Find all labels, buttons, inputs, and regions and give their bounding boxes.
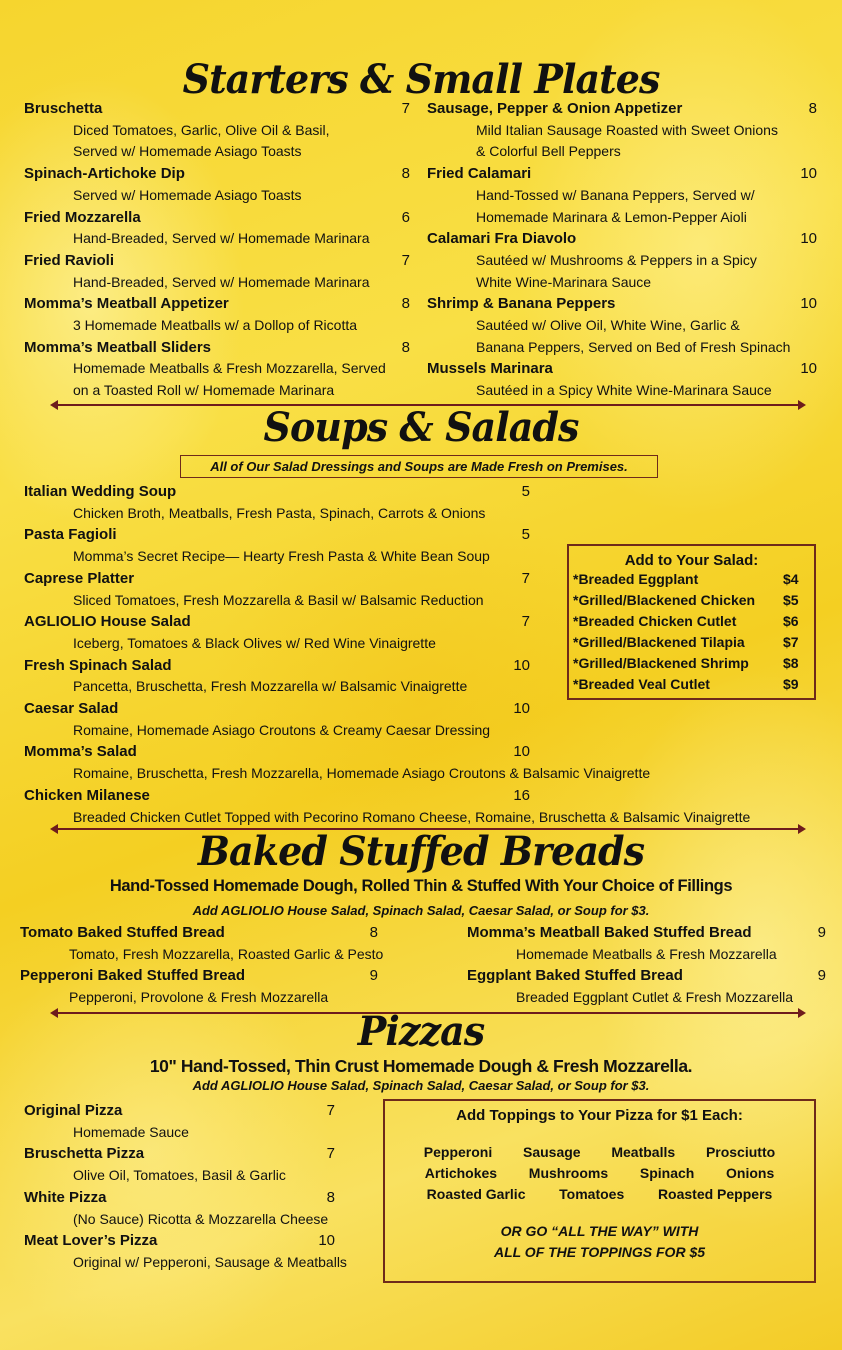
menu-item: [24, 785, 530, 807]
soups-title: Soups & Salads: [263, 404, 579, 451]
item-name: Momma’s Meatball Appetizer: [24, 295, 229, 313]
item-price: 8: [401, 165, 410, 183]
pizzas-title: Pizzas: [357, 1008, 485, 1055]
item-price: 8: [326, 1188, 335, 1206]
menu-item: [427, 98, 817, 120]
item-description: Romaine, Bruschetta, Fresh Mozzarella, Homemade Asiago Croutons & Balsamic Vinaigrette: [73, 765, 651, 782]
item-name: Caprese Platter: [24, 569, 135, 587]
item-price: 10: [513, 700, 530, 718]
item-description: Romaine, Homemade Asiago Croutons & Creamy Caesar Dressing: [73, 721, 491, 738]
topping: Tomatoes: [559, 1186, 625, 1202]
item-name: Fried Mozzarella: [24, 208, 141, 226]
item-name: Original Pizza: [24, 1102, 123, 1119]
breads-title: Baked Stuffed Breads: [197, 828, 645, 875]
item-description: Olive Oil, Tomatoes, Basil & Garlic: [73, 1167, 286, 1184]
soups-note: All of Our Salad Dressings and Soups are Made Fresh on Premises.: [210, 459, 628, 474]
menu-item: [24, 250, 410, 272]
item-price: 5: [521, 526, 530, 544]
menu-item: [24, 163, 410, 185]
menu-item: [24, 698, 530, 720]
addon-price: $8: [783, 655, 799, 671]
item-price: 9: [369, 967, 378, 985]
item-price: 7: [521, 613, 530, 631]
addon-price: $7: [783, 634, 799, 650]
item-name: Bruschetta Pizza: [24, 1145, 145, 1163]
addons-title: Add to Your Salad:: [624, 552, 759, 569]
item-description: Tomato, Fresh Mozzarella, Roasted Garlic & Pesto: [69, 945, 384, 962]
addon-item: [569, 590, 814, 611]
item-description: Breaded Chicken Cutlet Topped with Pecorino Romano Cheese, Romaine, Bruschetta & Balsamic Vinaigrette: [73, 808, 751, 825]
item-name: Meat Lover’s Pizza: [24, 1232, 158, 1250]
addon-item: [569, 569, 814, 590]
item-name: Pepperoni Baked Stuffed Bread: [20, 967, 246, 985]
topping: Sausage: [523, 1144, 581, 1160]
menu-item: [24, 1100, 335, 1122]
toppings-box: [383, 1099, 816, 1283]
addon-item: [569, 632, 814, 653]
menu-item: [24, 1230, 335, 1252]
menu-item: [24, 568, 530, 590]
toppings-title: Add Toppings to Your Pizza for $1 Each:: [456, 1107, 743, 1124]
item-description: 3 Homemade Meatballs w/ a Dollop of Ricotta: [73, 317, 358, 334]
item-description: Hand-Breaded, Served w/ Homemade Marinara: [73, 273, 370, 290]
breads-right-column: [467, 922, 826, 1009]
item-price: 8: [808, 100, 817, 117]
item-description: Hand-Tossed w/ Banana Peppers, Served w/: [476, 186, 755, 203]
item-price: 7: [401, 100, 410, 117]
item-description: Original w/ Pepperoni, Sausage & Meatballs: [73, 1253, 347, 1270]
item-description: Homemade Meatballs & Fresh Mozzarella: [516, 945, 777, 962]
menu-item: [24, 1143, 335, 1165]
item-description: Momma’s Secret Recipe— Hearty Fresh Pasta & White Bean Soup: [73, 548, 490, 565]
starters-left-column: [24, 98, 410, 402]
item-description: Homemade Marinara & Lemon-Pepper Aioli: [476, 208, 747, 225]
menu-item: [24, 481, 530, 503]
addon-name: *Breaded Eggplant: [573, 571, 699, 587]
item-description: Chicken Broth, Meatballs, Fresh Pasta, Spinach, Carrots & Onions: [73, 504, 486, 521]
item-description: on a Toasted Roll w/ Homemade Marinara: [73, 382, 335, 399]
item-price: 10: [800, 230, 817, 248]
item-price: 7: [326, 1145, 335, 1163]
addon-price: $5: [783, 592, 799, 608]
menu-item: [24, 1187, 335, 1209]
item-description: Homemade Sauce: [73, 1123, 189, 1140]
item-price: 10: [800, 165, 817, 183]
item-price: 5: [521, 483, 530, 500]
addon-name: *Grilled/Blackened Tilapia: [573, 634, 745, 650]
toppings-offer-line: ALL OF THE TOPPINGS FOR $5: [493, 1244, 706, 1260]
addon-price: $6: [783, 613, 799, 629]
item-name: Momma’s Meatball Sliders: [24, 338, 212, 356]
addon-price: $4: [783, 571, 799, 587]
item-name: Fresh Spinach Salad: [24, 656, 172, 674]
addon-item: [569, 611, 814, 632]
item-name: Sausage, Pepper & Onion Appetizer: [427, 100, 683, 117]
item-description: Pepperoni, Provolone & Fresh Mozzarella: [69, 989, 329, 1006]
item-description: Sautéed w/ Olive Oil, White Wine, Garlic &: [476, 317, 740, 334]
addon-price: $9: [783, 676, 799, 692]
item-description: Iceberg, Tomatoes & Black Olives w/ Red Wine Vinaigrette: [73, 634, 436, 651]
topping: Mushrooms: [528, 1165, 609, 1181]
item-name: Eggplant Baked Stuffed Bread: [467, 967, 683, 985]
item-name: Fried Calamari: [427, 165, 532, 183]
item-name: Momma’s Salad: [24, 743, 137, 761]
item-price: 7: [521, 569, 530, 587]
menu-item: [24, 337, 410, 359]
item-name: Calamari Fra Diavolo: [427, 230, 577, 248]
menu-item: [24, 207, 410, 229]
item-name: Italian Wedding Soup: [24, 483, 177, 500]
item-price: 8: [369, 924, 378, 941]
item-description: Hand-Breaded, Served w/ Homemade Marinara: [73, 230, 370, 247]
toppings-row: [385, 1184, 814, 1205]
item-name: Caesar Salad: [24, 700, 119, 718]
item-description: (No Sauce) Ricotta & Mozzarella Cheese: [73, 1210, 329, 1227]
topping: Onions: [726, 1165, 775, 1181]
item-name: White Pizza: [24, 1188, 107, 1206]
breads-subtitle: Hand-Tossed Homemade Dough, Rolled Thin & Stuffed With Your Choice of Fillings: [109, 877, 733, 895]
addon-name: *Grilled/Blackened Chicken: [573, 592, 756, 608]
toppings-row: [385, 1142, 814, 1163]
breads-left-column: [20, 922, 384, 1009]
item-description: Diced Tomatoes, Garlic, Olive Oil & Basil,: [73, 121, 330, 138]
topping: Pepperoni: [423, 1144, 493, 1160]
menu-item: [24, 741, 530, 763]
item-price: 7: [401, 251, 410, 269]
starters-title: Starters & Small Plates: [182, 56, 660, 103]
item-name: Shrimp & Banana Peppers: [427, 295, 616, 313]
addon-item: [569, 653, 814, 674]
menu-item: [427, 228, 817, 250]
addon-name: *Breaded Chicken Cutlet: [573, 613, 737, 629]
menu-item: [20, 922, 378, 944]
item-price: 7: [326, 1102, 335, 1119]
addon-name: *Grilled/Blackened Shrimp: [573, 655, 749, 671]
item-name: Spinach-Artichoke Dip: [24, 165, 185, 183]
item-price: 9: [817, 924, 826, 941]
topping: Meatballs: [611, 1144, 676, 1160]
item-description: Pancetta, Bruschetta, Fresh Mozzarella w/ Balsamic Vinaigrette: [73, 678, 468, 695]
menu-item: [427, 163, 817, 185]
topping: Roasted Garlic: [426, 1186, 526, 1202]
item-name: Chicken Milanese: [24, 786, 150, 804]
item-name: Tomato Baked Stuffed Bread: [20, 924, 225, 941]
item-description: Sliced Tomatoes, Fresh Mozzarella & Basil w/ Balsamic Reduction: [73, 591, 484, 608]
item-price: 10: [513, 656, 530, 674]
salad-addons-box: [567, 544, 816, 700]
soups-note-box: [180, 455, 658, 478]
item-name: Pasta Fagioli: [24, 526, 117, 544]
item-description: Served w/ Homemade Asiago Toasts: [73, 186, 302, 203]
item-description: Banana Peppers, Served on Bed of Fresh Spinach: [476, 338, 791, 355]
menu-item: [24, 611, 530, 633]
item-description: Breaded Eggplant Cutlet & Fresh Mozzarella: [516, 989, 794, 1006]
topping: Prosciutto: [705, 1144, 776, 1160]
menu-item: [427, 293, 817, 315]
item-price: 8: [401, 338, 410, 356]
item-price: 10: [318, 1232, 335, 1250]
item-price: 10: [513, 743, 530, 761]
item-name: AGLIOLIO House Salad: [24, 613, 191, 631]
item-name: Momma’s Meatball Baked Stuffed Bread: [467, 924, 752, 941]
item-description: White Wine-Marinara Sauce: [476, 273, 652, 290]
menu-item: [467, 922, 826, 944]
starters-right-column: [427, 98, 817, 402]
menu-item: [24, 293, 410, 315]
item-description: Served w/ Homemade Asiago Toasts: [73, 143, 302, 160]
item-description: Homemade Meatballs & Fresh Mozzarella, Served: [73, 360, 386, 377]
item-price: 6: [401, 208, 410, 226]
item-price: 10: [800, 295, 817, 313]
menu-item: [427, 358, 817, 380]
toppings-row: [385, 1163, 814, 1184]
pizzas-column: [24, 1100, 347, 1274]
item-price: 9: [817, 967, 826, 985]
menu-item: [24, 98, 410, 120]
item-price: 16: [513, 786, 530, 804]
toppings-offer-line: OR GO “ALL THE WAY” WITH: [500, 1223, 699, 1239]
addon-item: [569, 674, 814, 695]
item-price: 8: [401, 295, 410, 313]
menu-item: [467, 965, 826, 987]
item-description: & Colorful Bell Peppers: [476, 143, 621, 160]
item-price: 10: [800, 360, 817, 378]
item-name: Mussels Marinara: [427, 360, 553, 378]
addon-name: *Breaded Veal Cutlet: [573, 676, 710, 692]
item-name: Bruschetta: [24, 100, 103, 117]
menu-item: [24, 655, 530, 677]
topping: Roasted Peppers: [657, 1186, 773, 1202]
topping: Artichokes: [424, 1165, 498, 1181]
item-description: Sautéed w/ Mushrooms & Peppers in a Spicy: [476, 251, 757, 268]
pizzas-note: Add AGLIOLIO House Salad, Spinach Salad, Caesar Salad, or Soup for $3.: [192, 1078, 650, 1093]
pizzas-subtitle: 10" Hand-Tossed, Thin Crust Homemade Dough & Fresh Mozzarella.: [149, 1056, 693, 1076]
menu-item: [20, 965, 378, 987]
item-description: Sautéed in a Spicy White Wine-Marinara Sauce: [476, 382, 772, 399]
item-name: Fried Ravioli: [24, 251, 115, 269]
breads-note: Add AGLIOLIO House Salad, Spinach Salad, Caesar Salad, or Soup for $3.: [192, 903, 650, 918]
item-description: Mild Italian Sausage Roasted with Sweet Onions: [476, 121, 778, 138]
menu-item: [24, 524, 530, 546]
topping: Spinach: [639, 1165, 695, 1181]
